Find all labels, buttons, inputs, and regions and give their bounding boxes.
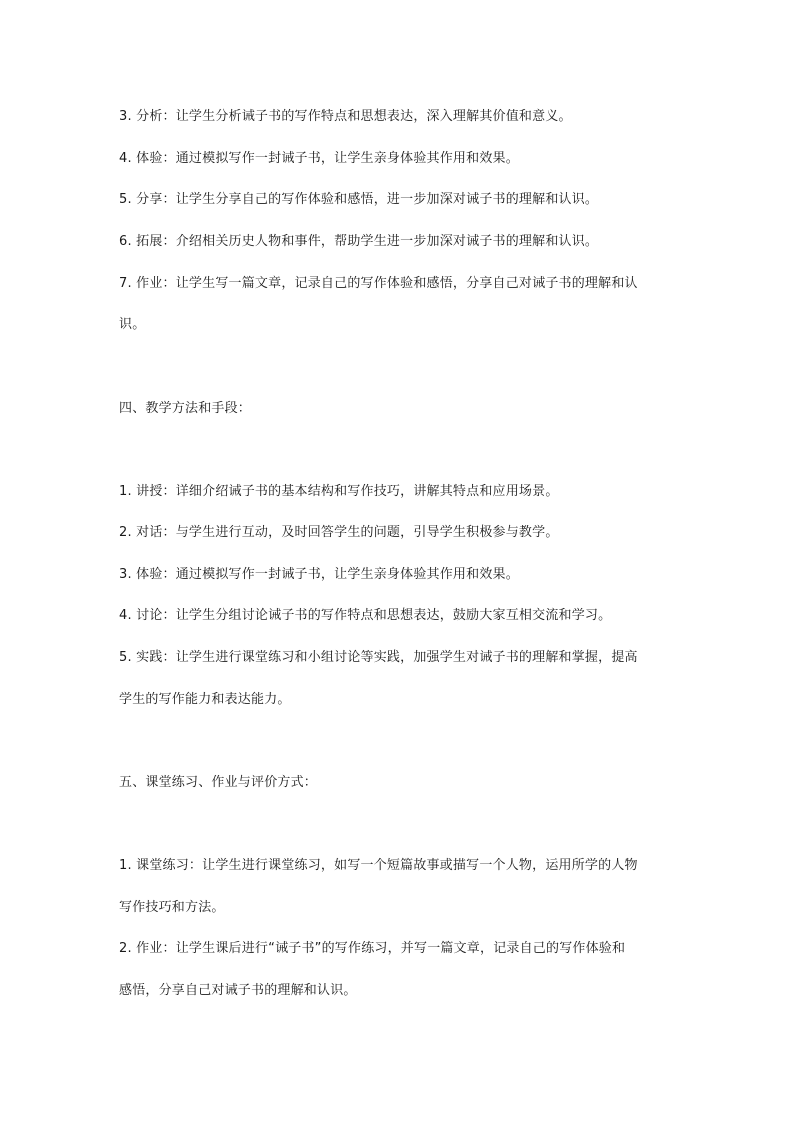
list-item: 7. 作业：让学生写一篇文章，记录自己的写作体验和感悟，分享自己对诫子书的理解和认 — [119, 276, 638, 291]
list-item: 6. 拓展：介绍相关历史人物和事件，帮助学生进一步加深对诫子书的理解和认识。 — [119, 234, 599, 249]
list-item: 5. 分享：让学生分享自己的写作体验和感悟，进一步加深对诫子书的理解和认识。 — [119, 192, 599, 207]
list-item: 1. 讲授：详细介绍诫子书的基本结构和写作技巧，讲解其特点和应用场景。 — [119, 484, 559, 499]
list-item: 5. 实践：让学生进行课堂练习和小组讨论等实践，加强学生对诫子书的理解和掌握，提高 — [119, 650, 638, 665]
list-item: 3. 分析：让学生分析诫子书的写作特点和思想表达，深入理解其价值和意义。 — [119, 109, 572, 124]
list-item: 2. 作业：让学生课后进行“诫子书”的写作练习，并写一篇文章，记录自己的写作体验和 — [119, 941, 626, 956]
list-item: 4. 讨论：让学生分组讨论诫子书的写作特点和思想表达，鼓励大家互相交流和学习。 — [119, 608, 612, 623]
list-item-continuation: 识。 — [119, 317, 146, 332]
list-item-continuation: 写作技巧和方法。 — [119, 900, 225, 915]
list-item: 1. 课堂练习：让学生进行课堂练习，如写一个短篇故事或描写一个人物，运用所学的人物 — [119, 858, 638, 873]
list-item: 4. 体验：通过模拟写作一封诫子书，让学生亲身体验其作用和效果。 — [119, 151, 519, 166]
list-item-continuation: 感悟，分享自己对诫子书的理解和认识。 — [119, 983, 357, 998]
section-heading: 五、课堂练习、作业与评价方式： — [119, 775, 318, 790]
section-heading: 四、教学方法和手段： — [119, 401, 252, 416]
list-item: 3. 体验：通过模拟写作一封诫子书，让学生亲身体验其作用和效果。 — [119, 567, 519, 582]
list-item-continuation: 学生的写作能力和表达能力。 — [119, 692, 291, 707]
list-item: 2. 对话：与学生进行互动，及时回答学生的问题，引导学生积极参与教学。 — [119, 525, 559, 540]
